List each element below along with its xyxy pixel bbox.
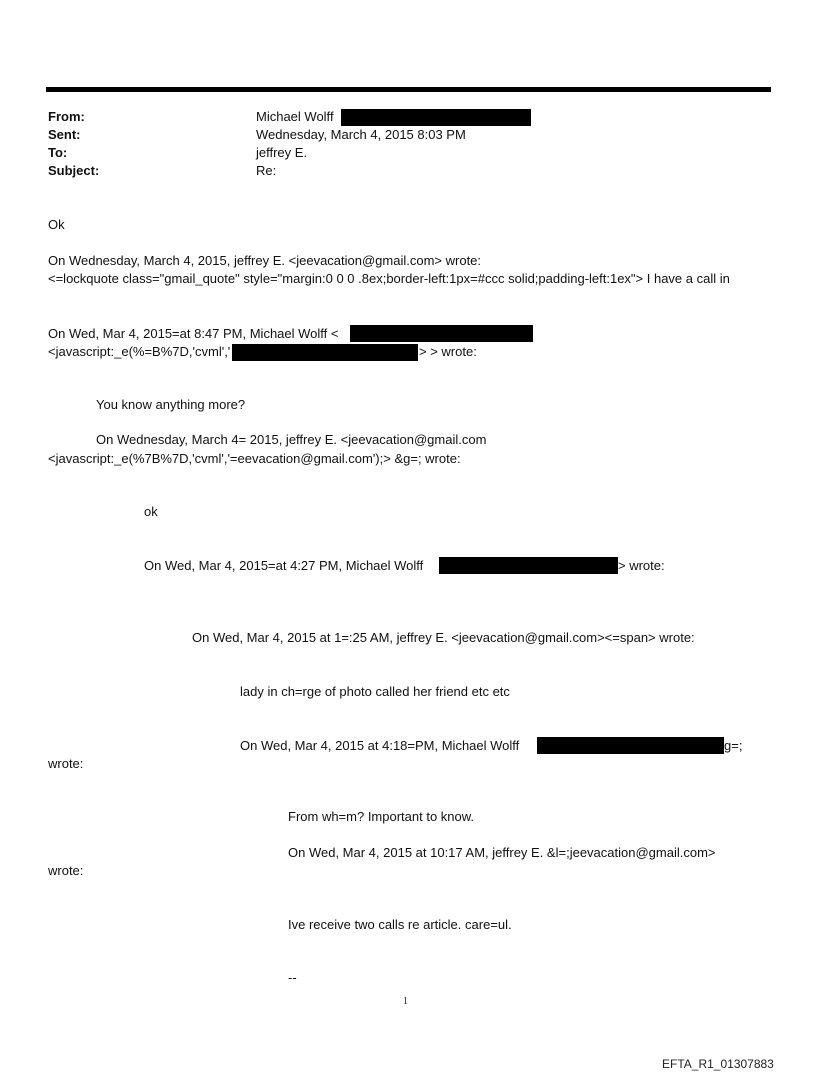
body-line: On Wed, Mar 4, 2015 at 4:18=PM, Michael Wolff xyxy=(240,738,520,753)
body-line: On Wed, Mar 4, 2015=at 4:27 PM, Michael Wolff xyxy=(144,558,424,573)
body-line: On Wednesday, March 4= 2015, jeffrey E. <jeevacation@gmail.com xyxy=(96,432,487,447)
body-line: > > wrote: xyxy=(419,344,477,359)
body-line: wrote: xyxy=(48,756,84,771)
body-line: <javascript:_e(%=B%7D,'cvml',' xyxy=(48,344,231,359)
body-line: lady in ch=rge of photo called her friend etc etc xyxy=(240,684,510,699)
from-value: Michael Wolff xyxy=(256,109,334,124)
redaction-bar xyxy=(439,557,618,574)
to-label: To: xyxy=(48,145,68,160)
body-line: You know anything more? xyxy=(96,397,246,412)
header-rule xyxy=(46,87,771,92)
body-line: <=lockquote class="gmail_quote" style="margin:0 0 0 .8ex;border-left:1px=#ccc solid;padding-left:1ex"> I have a call in xyxy=(48,271,730,286)
body-line: > wrote: xyxy=(618,558,665,573)
body-line: g=; xyxy=(724,738,743,753)
subject-label: Subject: xyxy=(48,163,100,178)
body-line: On Wed, Mar 4, 2015 at 1=:25 AM, jeffrey E. <jeevacation@gmail.com><=span> wrote: xyxy=(192,630,695,645)
redaction-bar xyxy=(232,344,418,361)
body-line: From wh=m? Important to know. xyxy=(288,809,475,824)
sent-label: Sent: xyxy=(48,127,81,142)
body-line: On Wed, Mar 4, 2015 at 10:17 AM, jeffrey E. &l=;jeevacation@gmail.com> xyxy=(288,845,716,860)
redaction-bar xyxy=(537,737,724,754)
from-label: From: xyxy=(48,109,85,124)
sent-value: Wednesday, March 4, 2015 8:03 PM xyxy=(256,127,466,142)
body-line: ok xyxy=(144,504,158,519)
body-line: Ive receive two calls re article. care=ul. xyxy=(288,917,512,932)
body-line: On Wed, Mar 4, 2015=at 8:47 PM, Michael Wolff < xyxy=(48,326,339,341)
page-number: 1 xyxy=(403,996,408,1007)
body-line: -- xyxy=(288,970,297,985)
body-line: On Wednesday, March 4, 2015, jeffrey E. <jeevacation@gmail.com> wrote: xyxy=(48,253,482,268)
body-line: Ok xyxy=(48,217,65,232)
bates-number: EFTA_R1_01307883 xyxy=(662,1057,774,1071)
subject-value: Re: xyxy=(256,163,277,178)
body-line: <javascript:_e(%7B%7D,'cvml','=eevacation@gmail.com');> &g=; wrote: xyxy=(48,451,461,466)
redaction-bar xyxy=(341,109,531,126)
to-value: jeffrey E. xyxy=(256,145,308,160)
redaction-bar xyxy=(350,325,533,342)
body-line: wrote: xyxy=(48,863,84,878)
